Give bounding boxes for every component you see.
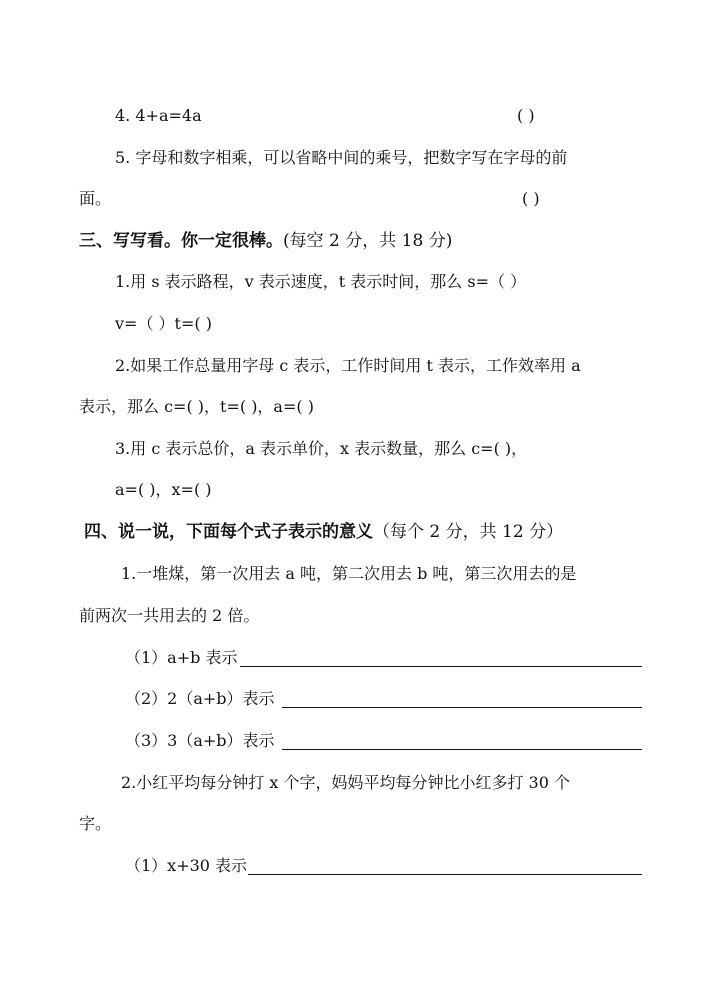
s4-q1-item1-answer-line[interactable] xyxy=(240,666,642,667)
section-3-title: 三、写写看。你一定很棒。 xyxy=(79,231,283,251)
section-3-score-note: (每空 2 分，共 18 分) xyxy=(283,231,453,251)
s3-q1-line1: 1.用 s 表示路程，v 表示速度，t 表示时间，那么 s=（ ） xyxy=(115,272,527,291)
s4-q1-line1: 1.一堆煤，第一次用去 a 吨，第二次用去 b 吨，第三次用去的是 xyxy=(121,564,577,583)
s4-q2-line2: 字。 xyxy=(79,814,112,833)
s4-q1-item2-answer-line[interactable] xyxy=(282,707,642,708)
s3-q2-line1: 2.如果工作总量用字母 c 表示，工作时间用 t 表示，工作效率用 a xyxy=(115,356,581,375)
item-4-answer-paren[interactable]: ( ) xyxy=(517,106,535,125)
s3-q1-line2: v=（ ）t=( ) xyxy=(115,314,212,333)
section-4-title: 四、说一说，下面每个式子表示的意义 xyxy=(84,522,373,542)
s3-q2-line2: 表示，那么 c=( )，t=( )，a=( ) xyxy=(79,397,314,416)
s4-q2-item1-label: （1）x+30 表示 xyxy=(125,856,248,875)
s4-q1-item3-label: （3）3（a+b）表示 xyxy=(125,731,275,750)
s4-q1-item1-label: （1）a+b 表示 xyxy=(125,648,238,667)
section-4-score-note: （每个 2 分，共 12 分） xyxy=(373,522,564,542)
s3-q3-line1: 3.用 c 表示总价，a 表示单价，x 表示数量，那么 c=( )， xyxy=(115,439,528,458)
s4-q1-item2-label: （2）2（a+b）表示 xyxy=(125,689,275,708)
item-5-line1: 5. 字母和数字相乘，可以省略中间的乘号，把数字写在字母的前 xyxy=(115,148,568,167)
section-4-heading xyxy=(84,522,563,542)
item-5-answer-paren[interactable]: ( ) xyxy=(522,189,540,208)
s4-q2-line1: 2.小红平均每分钟打 x 个字，妈妈平均每分钟比小红多打 30 个 xyxy=(121,773,570,792)
s3-q3-line2: a=( )，x=( ) xyxy=(115,480,212,499)
section-3-heading xyxy=(79,231,452,251)
s4-q1-line2: 前两次一共用去的 2 倍。 xyxy=(79,606,260,625)
item-4-text: 4. 4+a=4a xyxy=(115,106,202,125)
s4-q2-item1-answer-line[interactable] xyxy=(248,874,642,875)
s4-q1-item3-answer-line[interactable] xyxy=(282,749,642,750)
item-5-line2: 面。 xyxy=(79,189,112,208)
